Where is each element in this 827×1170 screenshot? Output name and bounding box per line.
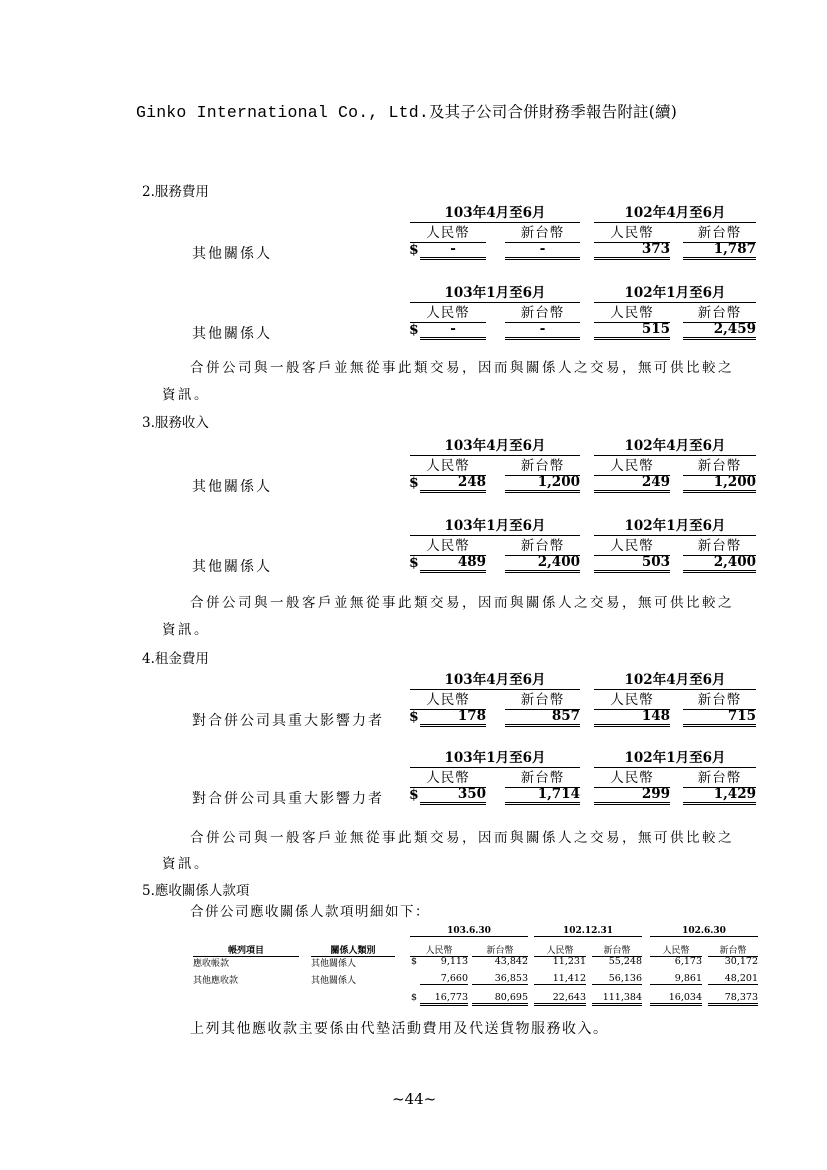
amount-cell: 1,429: [683, 786, 756, 805]
amount-cell: 299: [594, 786, 670, 805]
currency-column-header: 新台幣: [505, 766, 580, 788]
amount-cell: 1,787: [683, 241, 756, 260]
row-label: 其他關係人: [192, 559, 272, 575]
currency-column-header: 人民幣: [410, 454, 486, 476]
row-label: 對合併公司具重大影響力者: [192, 713, 384, 729]
amount-cell: 715: [683, 708, 756, 727]
section3-note-line2: 資訊。: [162, 622, 210, 638]
section-title-receivables: 5.應收關係人款項: [142, 883, 250, 899]
currency-column-header: 人民幣: [410, 301, 486, 323]
dollar-sign: $: [409, 787, 419, 803]
balance-date-header: 102.12.31: [534, 926, 642, 937]
section2-note-line2: 資訊。: [162, 387, 210, 403]
currency-column-header: 人民幣: [594, 534, 670, 556]
currency-column-header: 人民幣: [410, 534, 486, 556]
currency-column-header: 新台幣: [472, 943, 528, 957]
related-party-type: 其他關係人: [311, 976, 357, 986]
total-amount-cell: 80,695: [472, 992, 528, 1006]
dollar-sign: $: [409, 709, 419, 725]
receivable-item: 應收帳款: [193, 959, 230, 969]
amount-cell: 249: [594, 474, 670, 493]
total-amount-cell: 111,384: [592, 992, 642, 1006]
section3-note-line1: 合併公司與一般客戶並無從事此類交易，因而與關係人之交易，無可供比較之: [190, 595, 734, 611]
amount-cell: -: [420, 241, 486, 260]
amount-cell: -: [420, 321, 486, 340]
amount-cell: 373: [594, 241, 670, 260]
currency-column-header: 新台幣: [683, 301, 756, 323]
amount-cell: 11,231: [552, 956, 586, 967]
period-header-current: 103年1月至6月: [410, 281, 580, 303]
period-header-prior: 102年1月至6月: [594, 281, 756, 303]
amount-cell: 43,842: [494, 956, 528, 967]
amount-cell: 1,200: [683, 474, 756, 493]
balance-date-header: 102.6.30: [650, 926, 758, 937]
section4-note-line1: 合併公司與一般客戶並無從事此類交易，因而與關係人之交易，無可供比較之: [190, 830, 734, 846]
amount-cell: 503: [594, 554, 670, 573]
period-header-prior: 102年1月至6月: [594, 514, 756, 536]
section2-note-line1: 合併公司與一般客戶並無從事此類交易，因而與關係人之交易，無可供比較之: [190, 360, 734, 376]
column-header-party-type: 關係人類別: [311, 943, 395, 957]
report-title: 及其子公司合併財務季報告附註(續): [428, 103, 677, 121]
currency-column-header: 新台幣: [708, 943, 758, 957]
amount-cell: 857: [505, 708, 580, 727]
amount-cell: 2,400: [683, 554, 756, 573]
currency-column-header: 人民幣: [594, 221, 670, 243]
amount-cell: -: [505, 321, 580, 340]
total-amount-cell: 16,773: [420, 992, 468, 1006]
dollar-sign: $: [411, 956, 418, 967]
column-header-item: 帳列項目: [193, 943, 299, 957]
currency-column-header: 人民幣: [410, 943, 468, 957]
amount-cell: 2,459: [683, 321, 756, 340]
currency-column-header: 新台幣: [505, 301, 580, 323]
amount-cell: 11,412: [534, 973, 586, 985]
amount-cell: 48,201: [708, 973, 758, 985]
currency-column-header: 人民幣: [410, 766, 486, 788]
total-amount-cell: 16,034: [650, 992, 702, 1006]
amount-cell: 350: [420, 786, 486, 805]
currency-column-header: 新台幣: [683, 221, 756, 243]
period-header-current: 103年4月至6月: [410, 201, 580, 223]
dollar-sign: $: [409, 242, 419, 258]
amount-cell: 2,400: [505, 554, 580, 573]
amount-cell: 1,200: [505, 474, 580, 493]
amount-cell: 178: [420, 708, 486, 727]
page-number: ~44~: [392, 1090, 437, 1108]
amount-cell: 36,853: [472, 973, 528, 985]
row-label: 對合併公司具重大影響力者: [192, 791, 384, 807]
period-header-prior: 102年4月至6月: [594, 201, 756, 223]
currency-column-header: 新台幣: [683, 688, 756, 710]
period-header-current: 103年1月至6月: [410, 514, 580, 536]
amount-cell: 9,861: [650, 973, 702, 985]
currency-column-header: 人民幣: [594, 454, 670, 476]
period-header-current: 103年4月至6月: [410, 668, 580, 690]
currency-column-header: 人民幣: [650, 943, 702, 957]
row-label: 其他關係人: [192, 246, 272, 262]
period-header-prior: 102年4月至6月: [594, 668, 756, 690]
currency-column-header: 新台幣: [592, 943, 642, 957]
amount-cell: 148: [594, 708, 670, 727]
dollar-sign: $: [409, 555, 419, 571]
amount-cell: 56,136: [592, 973, 642, 985]
amount-cell: -: [505, 241, 580, 260]
amount-cell: 6,173: [674, 956, 702, 967]
dollar-sign: $: [409, 475, 419, 491]
period-header-current: 103年4月至6月: [410, 434, 580, 456]
page-header: [136, 100, 677, 122]
period-header-prior: 102年4月至6月: [594, 434, 756, 456]
period-header-current: 103年1月至6月: [410, 746, 580, 768]
currency-column-header: 人民幣: [594, 688, 670, 710]
currency-column-header: 新台幣: [683, 766, 756, 788]
related-party-type: 其他關係人: [311, 959, 357, 969]
amount-cell: 9,113: [440, 956, 468, 967]
row-label: 其他關係人: [192, 479, 272, 495]
receivable-item: 其他應收款: [193, 976, 239, 986]
amount-cell: 515: [594, 321, 670, 340]
balance-date-header: 103.6.30: [410, 926, 528, 937]
receivables-footnote: 上列其他應收款主要係由代墊活動費用及代送貨物服務收入。: [190, 1021, 609, 1037]
amount-cell: 1,714: [505, 786, 580, 805]
currency-column-header: 人民幣: [534, 943, 586, 957]
amount-cell: 7,660: [420, 973, 468, 985]
currency-column-header: 新台幣: [505, 221, 580, 243]
dollar-sign: $: [411, 992, 418, 1003]
currency-column-header: 新台幣: [505, 688, 580, 710]
company-name: Ginko International Co., Ltd.: [136, 103, 429, 122]
amount-cell: 30,172: [724, 956, 758, 967]
total-amount-cell: 78,373: [708, 992, 758, 1006]
section-title-service-revenue: 3.服務收入: [142, 415, 209, 431]
currency-column-header: 人民幣: [594, 301, 670, 323]
row-label: 其他關係人: [192, 326, 272, 342]
currency-column-header: 新台幣: [505, 534, 580, 556]
currency-column-header: 新台幣: [683, 454, 756, 476]
currency-column-header: 人民幣: [410, 688, 486, 710]
section4-note-line2: 資訊。: [162, 856, 210, 872]
total-amount-cell: 22,643: [534, 992, 586, 1006]
amount-cell: 55,248: [608, 956, 642, 967]
period-header-prior: 102年1月至6月: [594, 746, 756, 768]
amount-cell: 248: [420, 474, 486, 493]
currency-column-header: 人民幣: [594, 766, 670, 788]
section-title-rent-expense: 4.租金費用: [142, 651, 209, 667]
receivables-intro: 合併公司應收關係人款項明細如下：: [190, 904, 430, 920]
currency-column-header: 新台幣: [505, 454, 580, 476]
dollar-sign: $: [409, 322, 419, 338]
section-title-service-expense: 2.服務費用: [142, 184, 209, 200]
amount-cell: 489: [420, 554, 486, 573]
currency-column-header: 人民幣: [410, 221, 486, 243]
currency-column-header: 新台幣: [683, 534, 756, 556]
